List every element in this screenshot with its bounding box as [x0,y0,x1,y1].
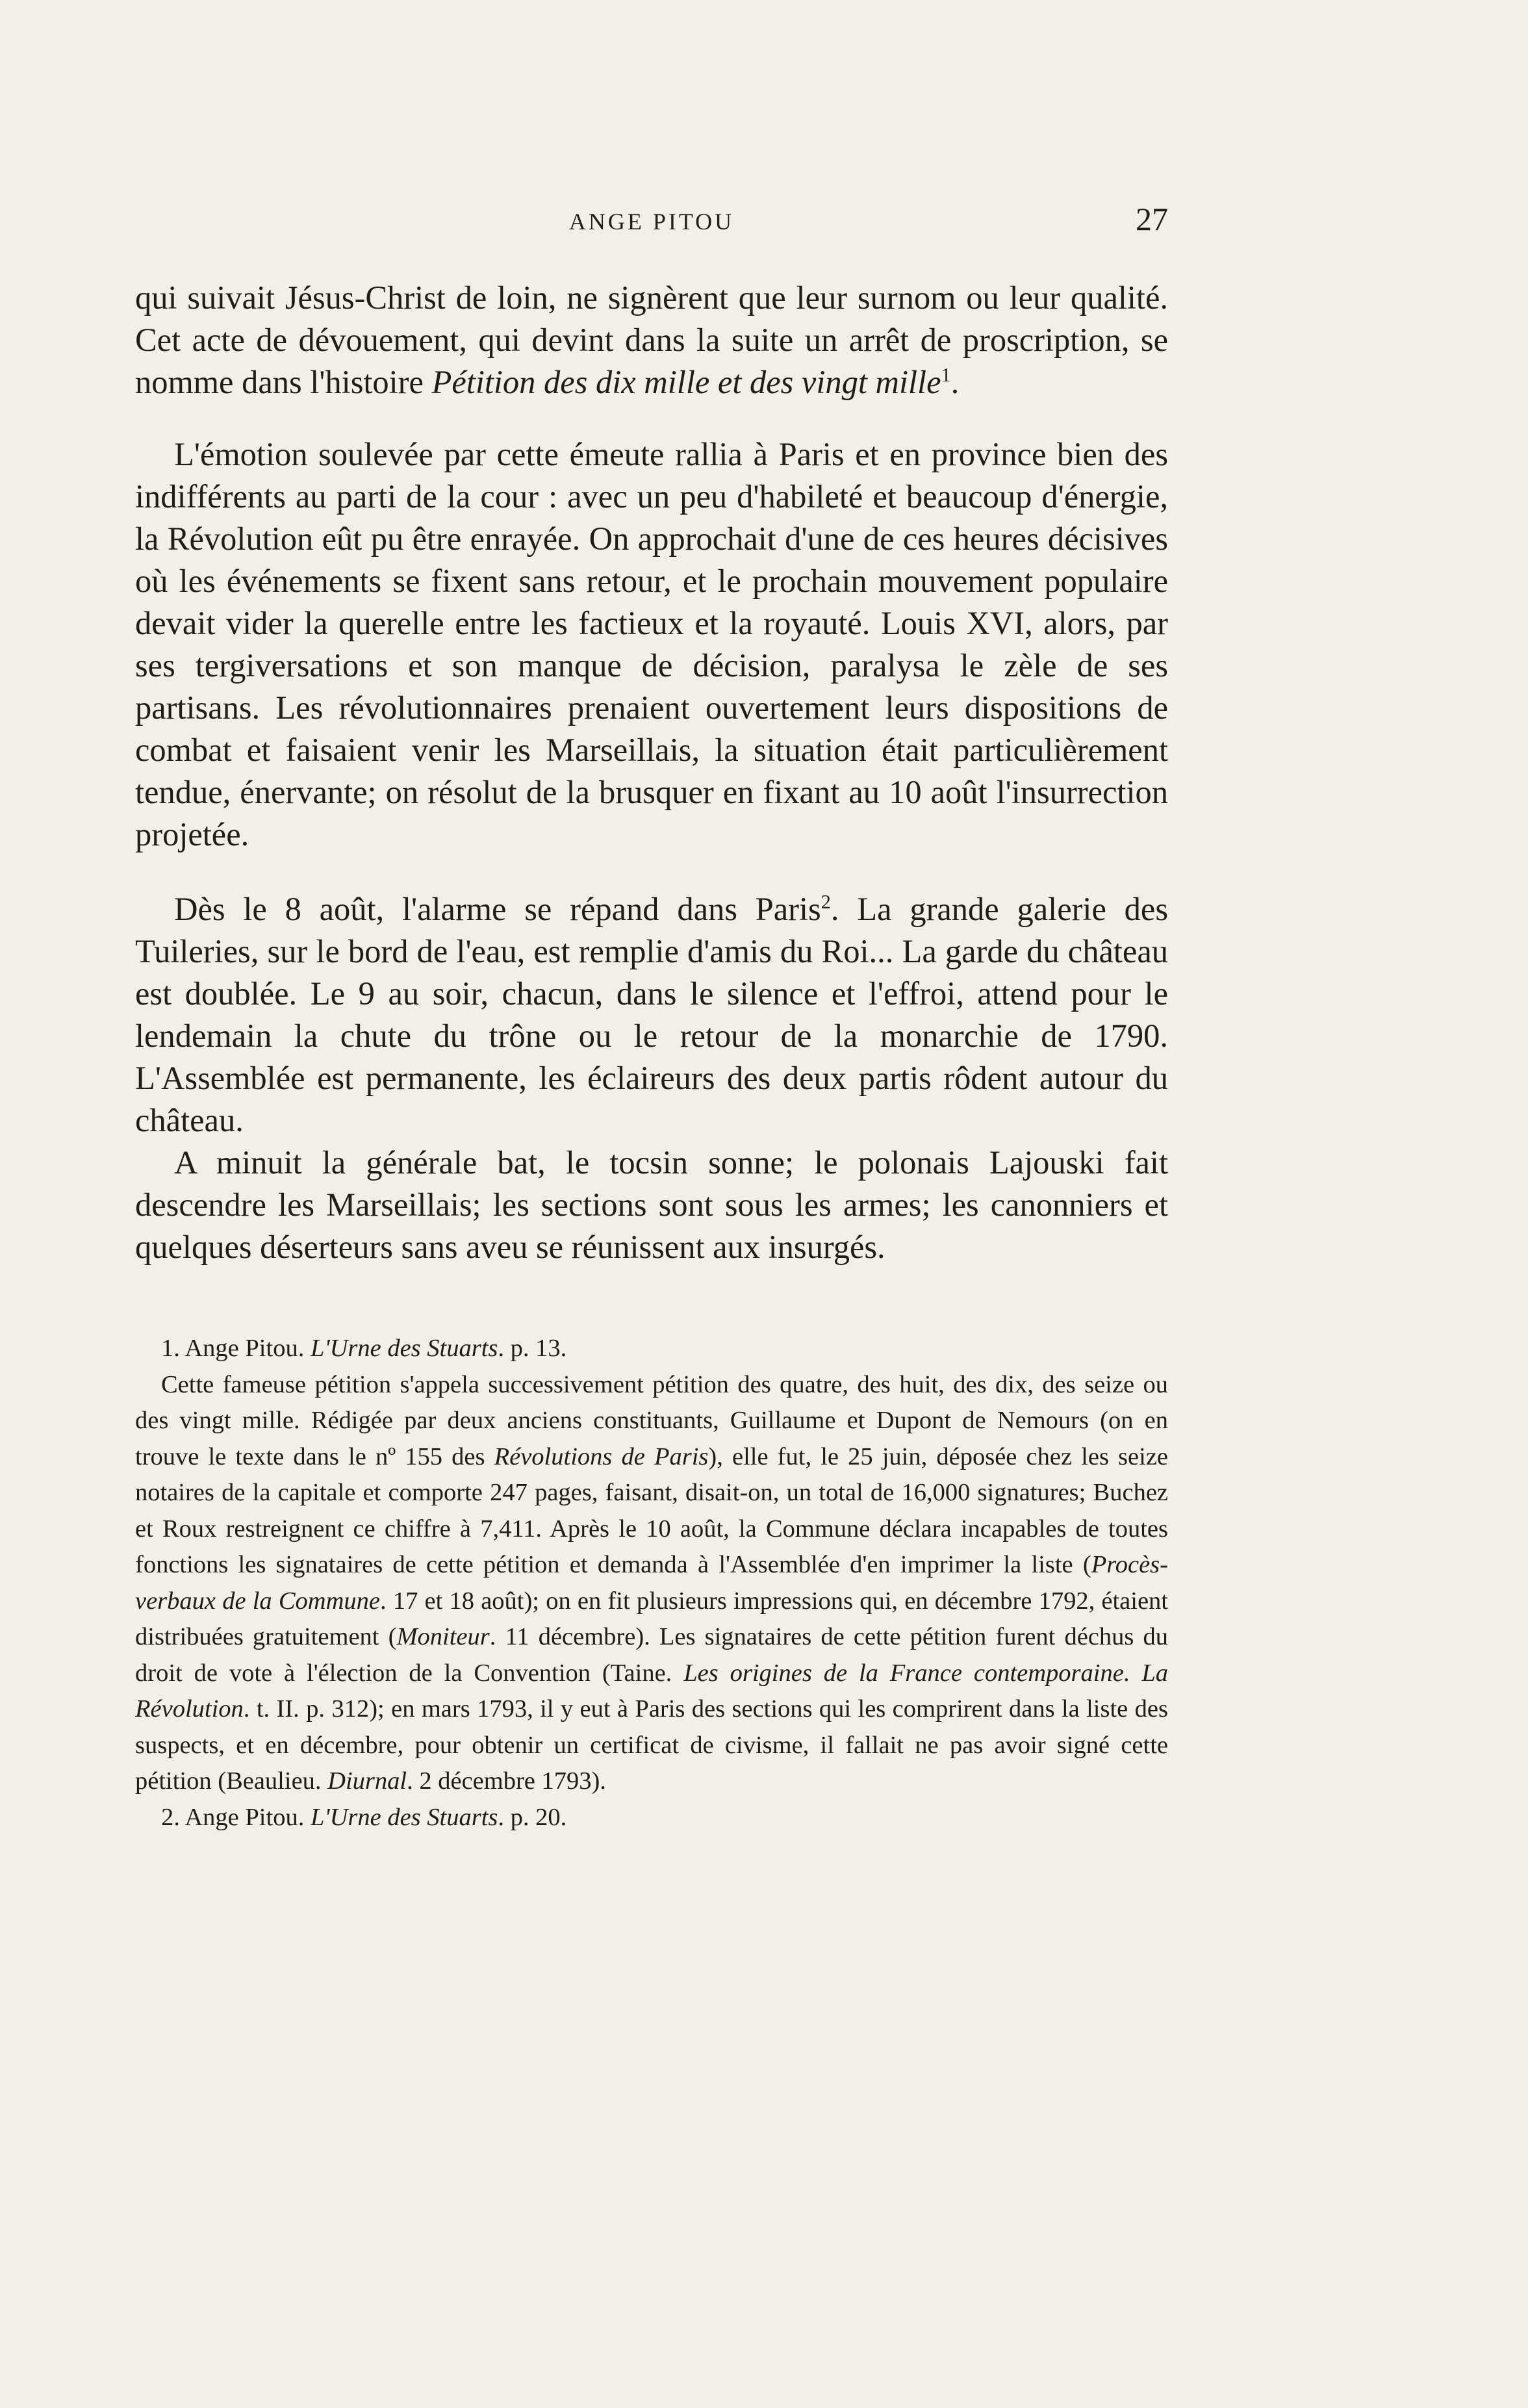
text-run: . La grande galerie des Tuileries, sur le bord de l'eau, est remplie d'amis du Roi... La garde du château est doublée. Le 9 au soir, chacun, dans le silence et l'effroi, attend pour le lendemain la chute du trône ou le retour de la monarchie de 1790. L'Assemblée est permanente, les éclaireurs des deux partis rôdent autour du château. [135,891,1168,1138]
footnote-1 [135,1331,1168,1367]
footnote-ref: 2 [821,891,831,914]
footnote-number: 2. [161,1803,180,1831]
footnote-ref: 1 [941,364,951,387]
text-run: . 17 et 18 août); on en fit plusieurs impressions qui, en décembre 1792, étaient distribuées gratuitement ( [135,1587,1168,1650]
text-run: . t. II. p. 312); en mars 1793, il y eut à Paris des sections qui les comprirent dans la liste des suspects, et en décembre, pour obtenir un certificat de civisme, il fallait ne pas avoir signé cette pétition (Beaulieu. [135,1695,1168,1795]
text-run: Cette fameuse pétition s'appela successivement pétition des quatre, des huit, des dix, des seize ou des vingt mille. Rédigée par deux anciens constituants, Guillaume et Dupont de Nemours (on en trouve le texte dans le nº 155 des [135,1370,1168,1470]
running-title: ANGE PITOU [568,209,735,235]
italic-title: L'Urne des Stuarts [310,1803,498,1831]
italic-title: L'Urne des Stuarts [310,1335,498,1362]
italic-title: Révolutions de Paris [494,1442,709,1470]
italic-title: Procès-verbaux de la Commune [135,1551,1168,1615]
paragraph-august-8 [135,888,1168,1142]
footnote-number: 1. [161,1335,180,1362]
italic-title: Moniteur [396,1623,490,1650]
paragraph-emotion: L'émotion soulevée par cette émeute rallia à Paris et en province bien des indifférents au parti de la cour : avec un peu d'habileté et beaucoup d'énergie, la Révolution eût pu être enrayée. On approchait d'une de ces heures décisives où les événements se fixent sans retour, et le prochain mouvement populaire devait vider la querelle entre les factieux et la royauté. Louis XVI, alors, par ses tergiversations et son manque de décision, paralysa le zèle de ses partisans. Les révolutionnaires prenaient ouvertement leurs dispositions de combat et faisaient venir les Marseillais, la situation était particulièrement tendue, énervante; on résolut de la brusquer en fixant au 10 août l'insurrection projetée. [135,436,1168,852]
text-run: . p. 13. [498,1335,567,1362]
footnote-1-continuation [135,1367,1168,1800]
paragraph-midnight: A minuit la générale bat, le tocsin sonne; le polonais Lajouski fait descendre les Marseillais; les sections sont sous les armes; les canonniers et quelques déserteurs sans aveu se réunissent aux insurgés. [135,1144,1168,1265]
text-run: Dès le 8 août, l'alarme se répand dans Paris [174,891,821,927]
footnotes [135,1331,1168,1836]
page-number: 27 [1136,201,1168,237]
italic-title: Pétition des dix mille et des vingt mille [431,364,941,400]
text-run: . [950,364,960,400]
text-run: Ange Pitou. [179,1803,311,1831]
italic-title: Les origines de la France contemporaine. La Révolution [135,1659,1169,1723]
text-run: . 2 décembre 1793). [407,1767,606,1795]
italic-title: Diurnal [327,1767,407,1795]
text-run: Ange Pitou. [179,1335,311,1362]
book-page [135,195,1168,1836]
paragraph-continuation [135,277,1168,403]
text-run: qui suivait Jésus-Christ de loin, ne signèrent que leur surnom ou leur qualité. Cet acte de dévouement, qui devint dans la suite un arrêt de proscription, se nomme dans l'histoire [135,279,1168,400]
page-header [135,195,1168,240]
footnote-2 [135,1800,1168,1836]
text-run: . 11 décembre). Les signataires de cette pétition furent déchus du droit de vote à l'élection de la Convention (Taine. [135,1623,1168,1687]
text-run: . p. 20. [498,1803,567,1831]
text-run: ), elle fut, le 25 juin, déposée chez les seize notaires de la capitale et comporte 247 pages, faisant, disait-on, un total de 16,000 signatures; Buchez et Roux restreignent ce chiffre à 7,411. Après le 10 août, la Commune déclara incapables de toutes fonctions les signataires de cette pétition et demanda à l'Assemblée d'en imprimer la liste ( [135,1442,1168,1578]
body-text [135,277,1168,1268]
